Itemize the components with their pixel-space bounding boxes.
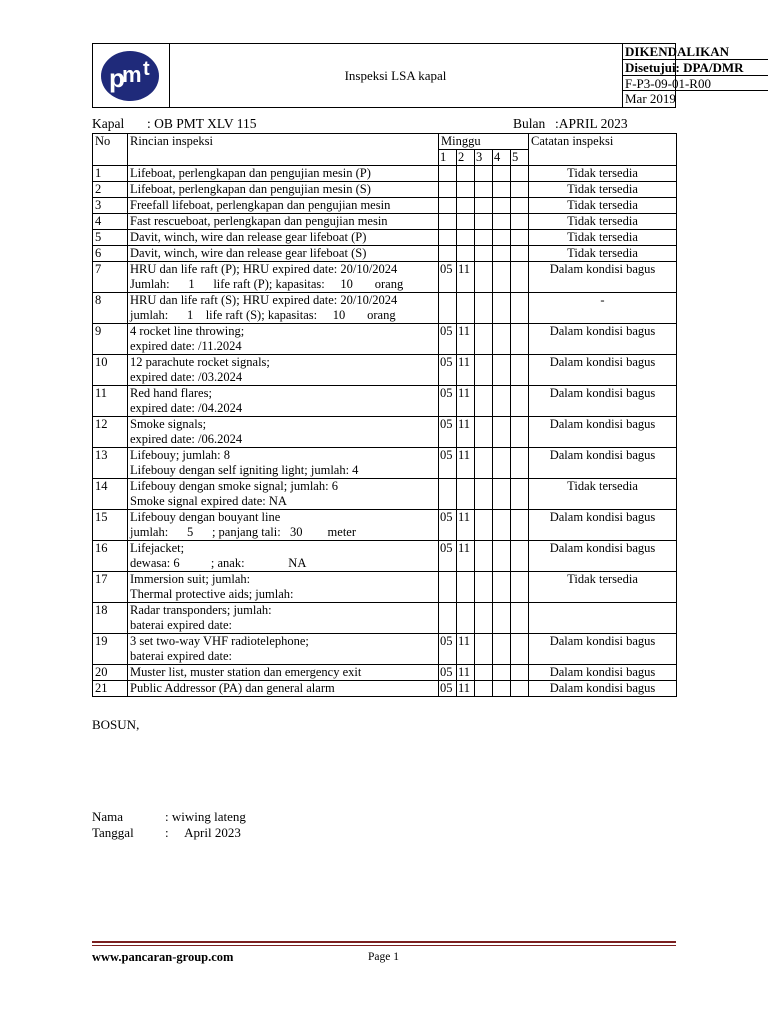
- row-no: 2: [93, 182, 128, 198]
- row-no: 7: [93, 262, 128, 293]
- row-note: Dalam kondisi bagus: [529, 386, 677, 417]
- row-item: [128, 293, 439, 324]
- row-item: [128, 262, 439, 293]
- row-item-line2: Jumlah: 1 life raft (P); kapasitas: 10 orang: [130, 277, 404, 291]
- row-week-4: [493, 665, 511, 681]
- svg-text:m: m: [122, 62, 142, 87]
- row-week-2: [457, 246, 475, 262]
- row-week-1: 05: [439, 510, 457, 541]
- document-title: Inspeksi LSA kapal: [169, 44, 623, 107]
- row-week-2: 11: [457, 665, 475, 681]
- row-item: [128, 681, 439, 697]
- week-5: 5: [511, 150, 529, 166]
- row-item: [128, 324, 439, 355]
- row-week-3: [475, 479, 493, 510]
- row-week-3: [475, 634, 493, 665]
- row-no: 4: [93, 214, 128, 230]
- row-note: Tidak tersedia: [529, 230, 677, 246]
- row-week-2: 11: [457, 541, 475, 572]
- row-week-5: [511, 603, 529, 634]
- row-week-2: 11: [457, 262, 475, 293]
- row-note: Tidak tersedia: [529, 246, 677, 262]
- row-week-5: [511, 510, 529, 541]
- header-note: Catatan inspeksi: [529, 134, 677, 166]
- row-week-4: [493, 681, 511, 697]
- controlled-label: DIKENDALIKAN: [623, 44, 768, 60]
- table-row: [93, 214, 677, 230]
- row-item-line2: jumlah: 5 ; panjang tali: 30 meter: [130, 525, 357, 539]
- row-no: 11: [93, 386, 128, 417]
- row-note: Dalam kondisi bagus: [529, 417, 677, 448]
- row-week-2: 11: [457, 355, 475, 386]
- row-item-line1: Lifeboat, perlengkapan dan pengujian mesin (P): [130, 166, 371, 180]
- table-row: [93, 324, 677, 355]
- footer-url: www.pancaran-group.com: [92, 950, 234, 964]
- table-row: [93, 246, 677, 262]
- row-no: 9: [93, 324, 128, 355]
- row-no: 12: [93, 417, 128, 448]
- table-header-row: [93, 134, 677, 150]
- table-row: [93, 262, 677, 293]
- row-note: Tidak tersedia: [529, 479, 677, 510]
- row-week-1: [439, 182, 457, 198]
- row-item: [128, 182, 439, 198]
- row-week-1: 05: [439, 417, 457, 448]
- row-week-2: 11: [457, 324, 475, 355]
- row-week-4: [493, 166, 511, 182]
- row-item-line1: 12 parachute rocket signals;: [130, 355, 270, 369]
- row-week-5: [511, 665, 529, 681]
- row-item: [128, 166, 439, 182]
- row-item-line1: Fast rescueboat, perlengkapan dan pengujian mesin: [130, 214, 388, 228]
- row-item: [128, 355, 439, 386]
- row-week-5: [511, 230, 529, 246]
- table-row: [93, 355, 677, 386]
- row-week-4: [493, 355, 511, 386]
- row-week-2: 11: [457, 386, 475, 417]
- row-week-3: [475, 510, 493, 541]
- row-item: [128, 448, 439, 479]
- row-week-1: 05: [439, 448, 457, 479]
- row-week-2: 11: [457, 448, 475, 479]
- row-item-line1: Red hand flares;: [130, 386, 212, 400]
- row-item: [128, 665, 439, 681]
- row-week-3: [475, 572, 493, 603]
- header-no: No: [93, 134, 128, 166]
- footer-page-number: Page 1: [368, 951, 399, 963]
- row-week-5: [511, 324, 529, 355]
- row-item-line1: Lifebouy dengan smoke signal; jumlah: 6: [130, 479, 338, 493]
- row-week-1: 05: [439, 386, 457, 417]
- row-week-4: [493, 324, 511, 355]
- row-item: [128, 246, 439, 262]
- row-note: -: [529, 293, 677, 324]
- table-row: [93, 479, 677, 510]
- row-note: Tidak tersedia: [529, 198, 677, 214]
- row-week-2: [457, 214, 475, 230]
- row-week-1: [439, 198, 457, 214]
- row-no: 17: [93, 572, 128, 603]
- row-week-5: [511, 166, 529, 182]
- row-week-2: [457, 230, 475, 246]
- row-week-3: [475, 448, 493, 479]
- row-week-1: [439, 572, 457, 603]
- row-week-5: [511, 417, 529, 448]
- row-week-4: [493, 198, 511, 214]
- row-item-line2: Smoke signal expired date: NA: [130, 494, 287, 508]
- row-item: [128, 603, 439, 634]
- table-row: [93, 603, 677, 634]
- row-week-2: [457, 182, 475, 198]
- row-note: Tidak tersedia: [529, 166, 677, 182]
- row-week-3: [475, 166, 493, 182]
- week-3: 3: [475, 150, 493, 166]
- approved-label: Disetujui: DPA/DMR: [623, 60, 768, 76]
- row-week-3: [475, 182, 493, 198]
- row-no: 13: [93, 448, 128, 479]
- table-row: [93, 681, 677, 697]
- row-week-5: [511, 262, 529, 293]
- row-week-4: [493, 603, 511, 634]
- logo-cell: [93, 44, 170, 107]
- row-item-line1: Radar transponders; jumlah:: [130, 603, 272, 617]
- row-week-3: [475, 541, 493, 572]
- row-note: Dalam kondisi bagus: [529, 510, 677, 541]
- row-no: 14: [93, 479, 128, 510]
- row-week-2: 11: [457, 681, 475, 697]
- row-week-3: [475, 262, 493, 293]
- row-week-5: [511, 681, 529, 697]
- row-item-line1: HRU dan life raft (S); HRU expired date: 20/10/2024: [130, 293, 398, 307]
- footer-rule-thin: [92, 945, 676, 946]
- row-week-1: [439, 230, 457, 246]
- row-week-2: [457, 293, 475, 324]
- row-week-1: 05: [439, 262, 457, 293]
- row-item-line2: Lifebouy dengan self igniting light; jumlah: 4: [130, 463, 359, 477]
- row-week-3: [475, 214, 493, 230]
- name-value: : wiwing lateng: [165, 809, 246, 824]
- ship-info-line: [92, 116, 676, 132]
- row-week-3: [475, 246, 493, 262]
- row-week-1: 05: [439, 541, 457, 572]
- row-item-line2: baterai expired date:: [130, 649, 233, 663]
- row-item-line1: Davit, winch, wire dan release gear lifeboat (P): [130, 230, 367, 244]
- row-note: Tidak tersedia: [529, 182, 677, 198]
- row-week-5: [511, 293, 529, 324]
- svg-text:p: p: [109, 63, 125, 93]
- row-week-1: [439, 603, 457, 634]
- table-row: [93, 541, 677, 572]
- row-item-line2: expired date: /03.2024: [130, 370, 243, 384]
- row-item-line1: Muster list, muster station dan emergency exit: [130, 665, 362, 679]
- signoff-name-line: [92, 809, 246, 825]
- row-item: [128, 541, 439, 572]
- row-week-2: 11: [457, 417, 475, 448]
- row-week-5: [511, 214, 529, 230]
- row-week-5: [511, 182, 529, 198]
- row-item: [128, 479, 439, 510]
- table-row: [93, 510, 677, 541]
- row-week-5: [511, 246, 529, 262]
- row-week-1: 05: [439, 634, 457, 665]
- row-item-line2: expired date: /06.2024: [130, 432, 243, 446]
- row-item-line1: 3 set two-way VHF radiotelephone;: [130, 634, 309, 648]
- row-no: 10: [93, 355, 128, 386]
- row-week-4: [493, 510, 511, 541]
- header-week: Minggu: [439, 134, 529, 150]
- week-1: 1: [439, 150, 457, 166]
- row-no: 8: [93, 293, 128, 324]
- table-row: [93, 634, 677, 665]
- name-label: Nama: [92, 809, 124, 824]
- row-week-4: [493, 246, 511, 262]
- row-no: 20: [93, 665, 128, 681]
- row-week-3: [475, 198, 493, 214]
- row-item: [128, 230, 439, 246]
- row-week-5: [511, 355, 529, 386]
- row-week-1: [439, 293, 457, 324]
- row-week-4: [493, 479, 511, 510]
- row-week-2: [457, 479, 475, 510]
- row-week-2: [457, 572, 475, 603]
- row-note: Dalam kondisi bagus: [529, 541, 677, 572]
- row-item-line1: Public Addressor (PA) dan general alarm: [130, 681, 335, 695]
- table-row: [93, 166, 677, 182]
- row-week-3: [475, 603, 493, 634]
- row-no: 19: [93, 634, 128, 665]
- table-row: [93, 293, 677, 324]
- document-date: Mar 2019: [625, 91, 676, 107]
- row-week-3: [475, 355, 493, 386]
- row-no: 15: [93, 510, 128, 541]
- row-week-1: 05: [439, 681, 457, 697]
- row-week-3: [475, 681, 493, 697]
- row-week-2: 11: [457, 510, 475, 541]
- row-note: Dalam kondisi bagus: [529, 665, 677, 681]
- row-week-1: [439, 166, 457, 182]
- row-week-2: [457, 198, 475, 214]
- row-week-4: [493, 214, 511, 230]
- pmt-logo-icon: [93, 44, 169, 107]
- signoff-role: BOSUN,: [92, 717, 140, 732]
- row-week-1: [439, 479, 457, 510]
- row-item-line2: jumlah: 1 life raft (S); kapasitas: 10 orang: [130, 308, 396, 322]
- row-item-line1: Davit, winch, wire dan release gear lifeboat (S): [130, 246, 367, 260]
- row-week-2: 11: [457, 634, 475, 665]
- row-week-1: 05: [439, 665, 457, 681]
- month-label: Bulan: [513, 116, 546, 131]
- row-week-4: [493, 417, 511, 448]
- row-note: Dalam kondisi bagus: [529, 448, 677, 479]
- row-item: [128, 634, 439, 665]
- table-row: [93, 182, 677, 198]
- row-week-4: [493, 262, 511, 293]
- row-week-4: [493, 541, 511, 572]
- document-header: [92, 43, 744, 108]
- row-week-3: [475, 665, 493, 681]
- row-item-line2: expired date: /11.2024: [130, 339, 242, 353]
- row-week-5: [511, 541, 529, 572]
- row-item-line1: Immersion suit; jumlah:: [130, 572, 251, 586]
- row-no: 18: [93, 603, 128, 634]
- header-item: Rincian inspeksi: [128, 134, 439, 166]
- row-week-3: [475, 386, 493, 417]
- ship-value: : OB PMT XLV 115: [147, 116, 257, 131]
- row-no: 21: [93, 681, 128, 697]
- row-note: Dalam kondisi bagus: [529, 262, 677, 293]
- row-week-3: [475, 230, 493, 246]
- row-item-line2: expired date: /04.2024: [130, 401, 243, 415]
- row-no: 5: [93, 230, 128, 246]
- row-week-3: [475, 293, 493, 324]
- row-item: [128, 417, 439, 448]
- row-item: [128, 386, 439, 417]
- table-row: [93, 417, 677, 448]
- row-item-line1: Lifeboat, perlengkapan dan pengujian mesin (S): [130, 182, 371, 196]
- row-note: Dalam kondisi bagus: [529, 634, 677, 665]
- row-no: 16: [93, 541, 128, 572]
- row-week-4: [493, 448, 511, 479]
- row-item: [128, 198, 439, 214]
- row-note: Tidak tersedia: [529, 572, 677, 603]
- svg-text:t: t: [143, 58, 150, 80]
- row-week-1: [439, 214, 457, 230]
- row-item: [128, 510, 439, 541]
- month-value: :APRIL 2023: [555, 116, 628, 131]
- week-4: 4: [493, 150, 511, 166]
- inspection-table: [92, 133, 677, 697]
- date-value: : April 2023: [165, 825, 241, 840]
- ship-label: Kapal: [92, 116, 125, 131]
- row-note: Dalam kondisi bagus: [529, 681, 677, 697]
- row-week-4: [493, 634, 511, 665]
- row-item-line2: dewasa: 6 ; anak: NA: [130, 556, 307, 570]
- row-item-line1: Lifebouy; jumlah: 8: [130, 448, 230, 462]
- row-week-2: [457, 166, 475, 182]
- row-item-line2: Thermal protective aids; jumlah:: [130, 587, 294, 601]
- table-row: [93, 198, 677, 214]
- row-note: Tidak tersedia: [529, 214, 677, 230]
- row-item-line1: Freefall lifeboat, perlengkapan dan pengujian mesin: [130, 198, 391, 212]
- row-week-4: [493, 293, 511, 324]
- row-item-line1: HRU dan life raft (P); HRU expired date: 20/10/2024: [130, 262, 398, 276]
- signoff-date-line: [92, 825, 241, 841]
- row-item-line1: 4 rocket line throwing;: [130, 324, 245, 338]
- row-note: Dalam kondisi bagus: [529, 355, 677, 386]
- document-code: F-P3-09-01-R00: [623, 76, 768, 92]
- table-row: [93, 665, 677, 681]
- date-label: Tanggal: [92, 825, 134, 840]
- row-item: [128, 572, 439, 603]
- document-control-block: [623, 44, 768, 107]
- row-week-3: [475, 324, 493, 355]
- table-row: [93, 386, 677, 417]
- row-item-line2: baterai expired date:: [130, 618, 233, 632]
- row-note: [529, 603, 677, 634]
- week-2: 2: [457, 150, 475, 166]
- row-week-5: [511, 479, 529, 510]
- table-row: [93, 572, 677, 603]
- row-item-line1: Smoke signals;: [130, 417, 207, 431]
- row-item: [128, 214, 439, 230]
- row-week-5: [511, 386, 529, 417]
- row-week-1: 05: [439, 355, 457, 386]
- row-item-line1: Lifebouy dengan bouyant line: [130, 510, 281, 524]
- row-week-4: [493, 182, 511, 198]
- row-no: 3: [93, 198, 128, 214]
- row-note: Dalam kondisi bagus: [529, 324, 677, 355]
- row-week-5: [511, 448, 529, 479]
- row-no: 1: [93, 166, 128, 182]
- row-week-3: [475, 417, 493, 448]
- row-no: 6: [93, 246, 128, 262]
- row-week-4: [493, 386, 511, 417]
- row-item-line1: Lifejacket;: [130, 541, 185, 555]
- table-row: [93, 230, 677, 246]
- row-week-5: [511, 634, 529, 665]
- row-week-4: [493, 572, 511, 603]
- footer-rule: [92, 941, 676, 943]
- row-week-2: [457, 603, 475, 634]
- row-week-5: [511, 572, 529, 603]
- row-week-1: 05: [439, 324, 457, 355]
- row-week-1: [439, 246, 457, 262]
- table-row: [93, 448, 677, 479]
- row-week-5: [511, 198, 529, 214]
- row-week-4: [493, 230, 511, 246]
